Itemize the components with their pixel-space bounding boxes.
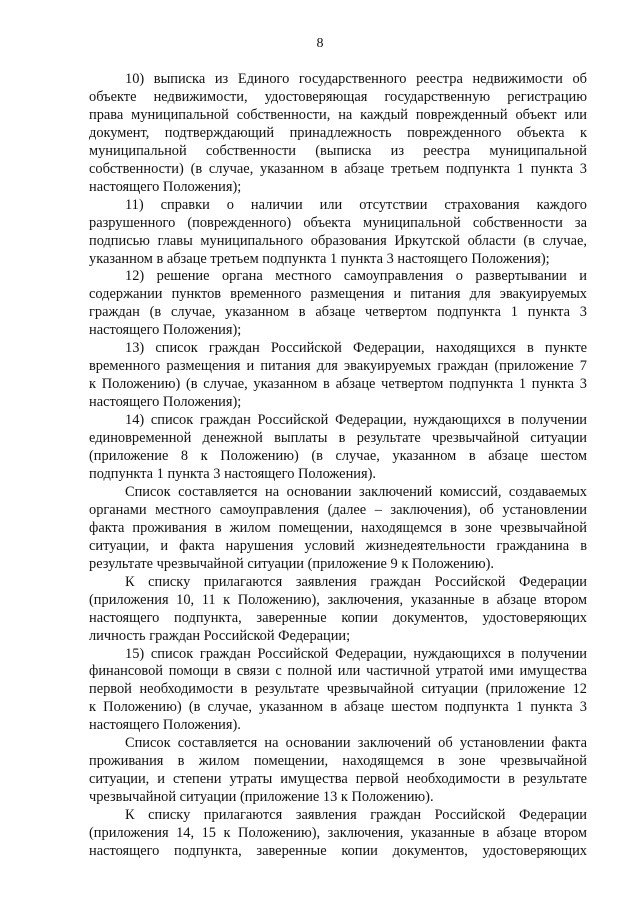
text-line: 12) решение органа местного самоуправления о развертывании и <box>125 268 587 285</box>
paragraph <box>89 484 587 574</box>
text-line: к Положению) (в случае, указанном в абзаце четвертом подпункта 1 пункта 3 <box>89 376 587 393</box>
paragraph <box>89 340 587 412</box>
paragraph <box>89 807 587 861</box>
text-line: 15) список граждан Российской Федерации, нуждающихся в получении <box>125 645 587 662</box>
text-line: первой необходимости в результате чрезвычайной ситуации (приложение 12 <box>89 681 587 698</box>
text-line: факта проживания в жилом помещении, находящемся в зоне чрезвычайной <box>89 519 587 536</box>
text-line: настоящего Положения); <box>89 178 242 195</box>
text-line: настоящего подпункта, заверенные копии документов, удостоверяющих <box>89 842 587 859</box>
text-line: 11) справки о наличии или отсутствии страхования каждого <box>125 196 587 213</box>
text-line: ситуации, и факта нарушения условий жизнедеятельности гражданина в <box>89 537 587 554</box>
text-line: (приложения 14, 15 к Положению), заключения, указанные в абзаце втором <box>89 825 587 842</box>
text-line: к Положению) (в случае, указанном в абзаце шестом подпункта 1 пункта 3 <box>89 699 587 716</box>
text-line: временного размещения и питания для эвакуируемых граждан (приложение 7 <box>89 358 587 375</box>
page-number: 8 <box>316 36 324 51</box>
text-line: 14) список граждан Российской Федерации, нуждающихся в получении <box>125 412 587 429</box>
text-line: права муниципальной собственности, на каждый поврежденный объект или <box>89 106 587 123</box>
text-line: подпункта 1 пункта 3 настоящего Положения). <box>89 465 376 482</box>
text-line: (приложения 10, 11 к Положению), заключения, указанные в абзаце втором <box>89 591 587 608</box>
text-line: подписью главы муниципального образования Иркутской области (в случае, <box>89 232 587 249</box>
text-line: К списку прилагаются заявления граждан Российской Федерации <box>125 807 587 824</box>
text-line: ситуации, и степени утраты имущества первой необходимости в результате <box>89 771 587 788</box>
text-line: единовременной денежной выплаты в результате чрезвычайной ситуации <box>89 430 587 447</box>
text-line: результате чрезвычайной ситуации (приложение 9 к Положению). <box>89 555 495 572</box>
paragraph <box>89 268 587 340</box>
paragraph <box>89 735 587 807</box>
text-line: собственности) (в случае, указанном в абзаце третьем подпункта 1 пункта 3 <box>89 160 587 177</box>
text-line: разрушенного (поврежденного) объекта муниципальной собственности за <box>89 214 587 231</box>
text-line: личность граждан Российской Федерации; <box>89 627 351 644</box>
text-line: 13) список граждан Российской Федерации, находящихся в пункте <box>125 340 587 357</box>
paragraph <box>89 71 587 197</box>
text-line: Список составляется на основании заключений об установлении факта <box>125 735 587 752</box>
text-line: объекте недвижимости, удостоверяющая государственную регистрацию <box>89 88 587 105</box>
text-line: настоящего подпункта, заверенные копии документов, удостоверяющих <box>89 609 587 626</box>
paragraph <box>89 412 587 484</box>
text-line: указанном в абзаце третьем подпункта 1 пункта 3 настоящего Положения); <box>89 250 550 267</box>
text-line: (приложение 8 к Положению) (в случае, указанном в абзаце шестом <box>89 448 587 465</box>
text-line: К списку прилагаются заявления граждан Российской Федерации <box>125 573 587 590</box>
text-line: проживания в жилом помещении, находящемся в зоне чрезвычайной <box>89 753 587 770</box>
document-body <box>89 71 587 861</box>
text-line: финансовой помощи в связи с полной или частичной утратой ими имущества <box>89 663 587 680</box>
text-line: документ, подтверждающий принадлежность поврежденного объекта к <box>89 124 587 141</box>
text-line: настоящего Положения). <box>89 717 241 734</box>
text-line: муниципальной собственности (выписка из реестра муниципальной <box>89 142 587 159</box>
text-line: 10) выписка из Единого государственного реестра недвижимости об <box>125 71 587 87</box>
text-line: граждан (в случае, указанном в абзаце четвертом подпункта 1 пункта 3 <box>89 304 587 321</box>
text-line: Список составляется на основании заключений комиссий, создаваемых <box>125 483 587 500</box>
text-line: чрезвычайной ситуации (приложение 13 к Положению). <box>89 789 434 806</box>
paragraph <box>89 646 587 736</box>
text-line: содержании пунктов временного размещения и питания для эвакуируемых <box>89 286 587 303</box>
text-line: настоящего Положения); <box>89 394 242 411</box>
text-line: настоящего Положения); <box>89 322 242 339</box>
paragraph <box>89 574 587 646</box>
text-line: органами местного самоуправления (далее – заключения), об установлении <box>89 501 587 518</box>
paragraph <box>89 197 587 269</box>
